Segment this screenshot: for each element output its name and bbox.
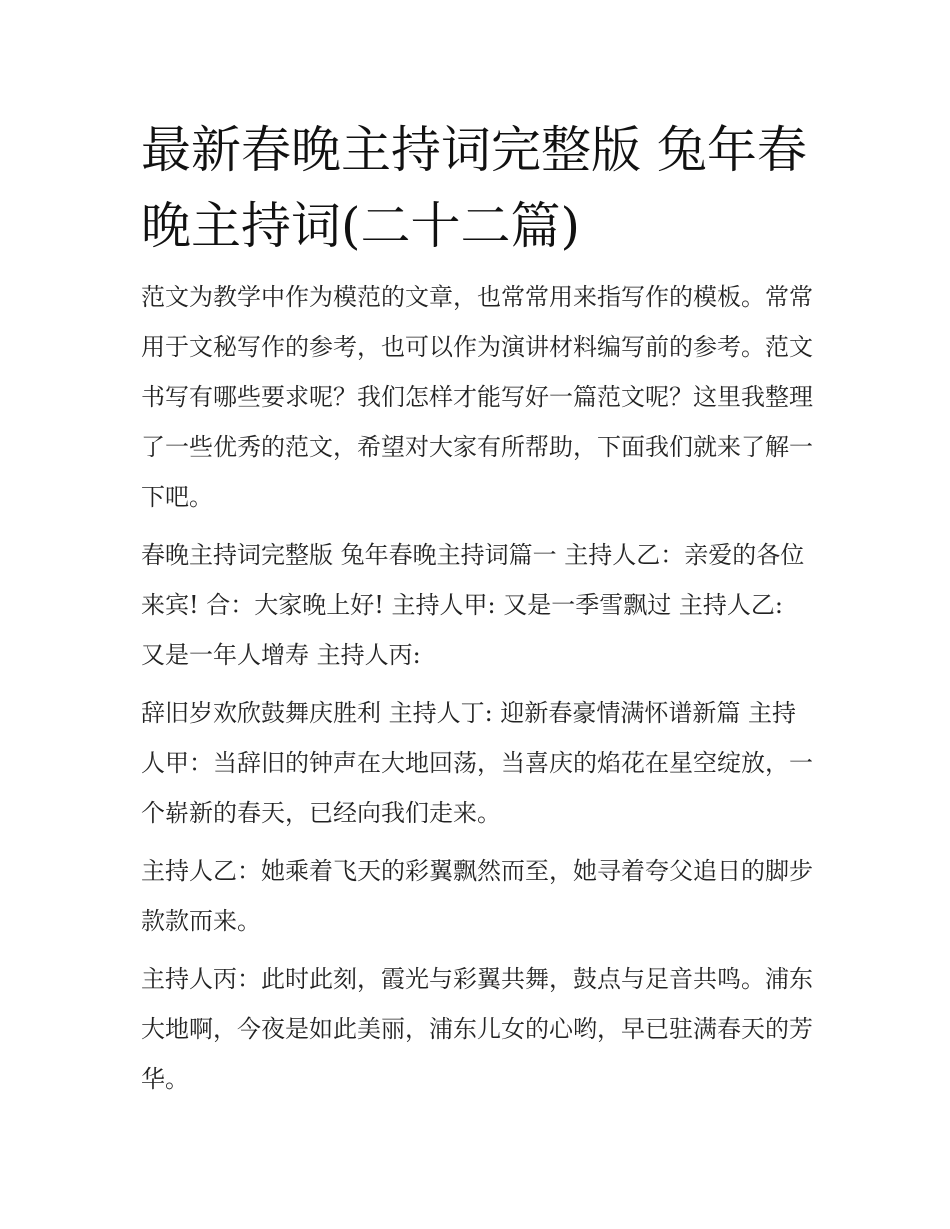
paragraph-host-intro: 春晚主持词完整版 兔年春晚主持词篇一 主持人乙：亲爱的各位来宾! 合：大家晚上好! 主持人甲: 又是一季雪飘过 主持人乙: 又是一年人增寿 主持人丙: bbox=[141, 541, 805, 669]
document-title: 最新春晚主持词完整版 兔年春晚主持词(二十二篇) bbox=[141, 121, 807, 255]
paragraph-host-b: 主持人乙：她乘着飞天的彩翼飘然而至，她寻着夸父追日的脚步款款而来。 bbox=[141, 857, 813, 935]
paragraph-host-c: 主持人丙：此时此刻，霞光与彩翼共舞，鼓点与足音共鸣。浦东大地啊，今夜是如此美丽，浦东儿女的心哟，早已驻满春天的芳华。 bbox=[141, 965, 813, 1093]
paragraph-farewell: 辞旧岁欢欣鼓舞庆胜利 主持人丁: 迎新春豪情满怀谱新篇 主持人甲：当辞旧的钟声在大地回荡，当喜庆的焰花在星空绽放，一个崭新的春天，已经向我们走来。 bbox=[141, 699, 813, 827]
paragraph-intro: 范文为教学中作为模范的文章，也常常用来指写作的模板。常常用于文秘写作的参考，也可以作为演讲材料编写前的参考。范文书写有哪些要求呢？我们怎样才能写好一篇范文呢？这里我整理了一些优秀的范文，希望对大家有所帮助，下面我们就来了解一下吧。 bbox=[141, 283, 813, 511]
document-content bbox=[141, 112, 813, 1104]
